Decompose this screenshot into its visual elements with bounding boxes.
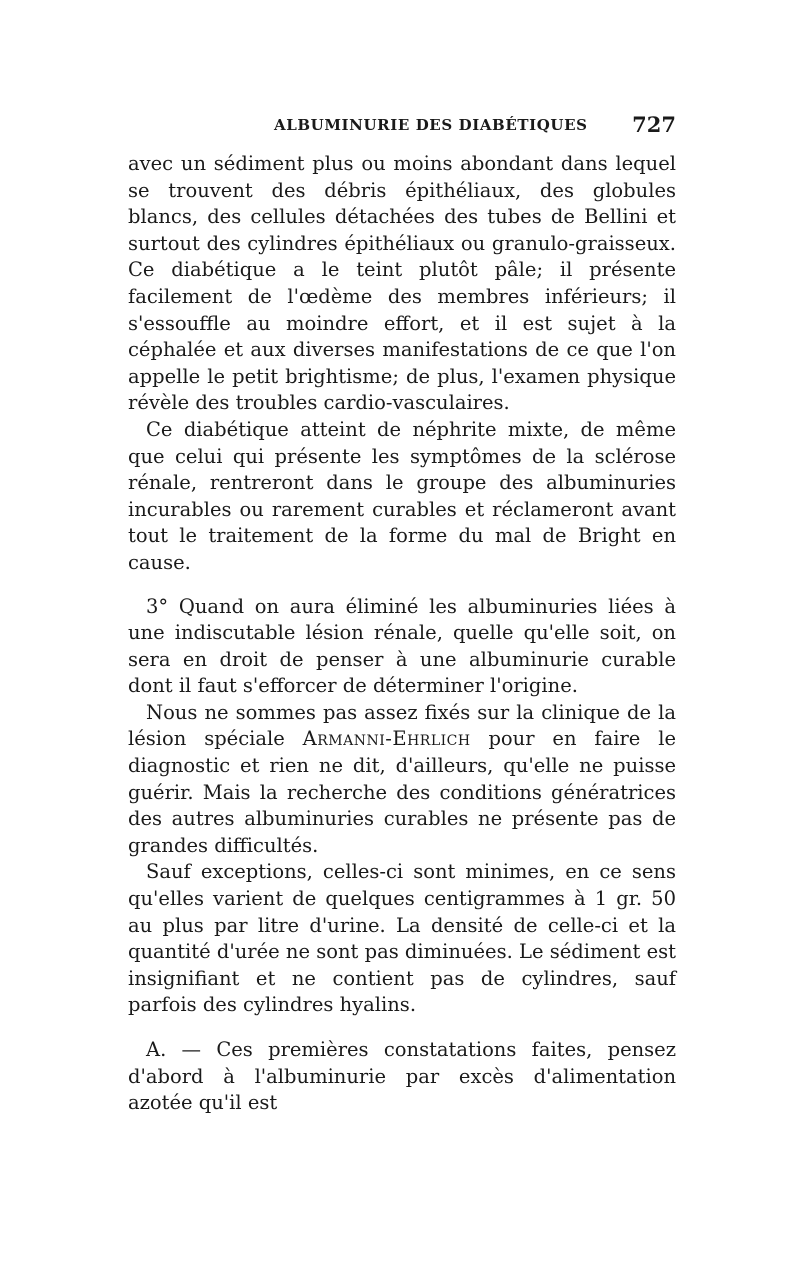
paragraph-4-text-start: Nous ne sommes pas assez fixés sur la clinique de la lésion spéciale [128, 700, 676, 751]
page-header [128, 112, 676, 140]
author-names: Armanni-Ehrlich [302, 727, 471, 751]
paragraph-2: Ce diabétique atteint de néphrite mixte, de même que celui qui présente les symptômes de la sclérose rénale, rentreront dans le groupe des albuminuries incurables ou rarement curables et réclameront avant tout le traitement de la forme du mal de Bright en cause. [128, 417, 676, 574]
running-title: ALBUMINURIE DES DIABÉTIQUES [274, 116, 588, 134]
body-text [128, 151, 676, 1117]
paragraph-5: Sauf exceptions, celles-ci sont minimes, en ce sens qu'elles varient de quelques centigrammes à 1 gr. 50 au plus par litre d'urine. La densité de celle-ci et la quantité d'urée ne sont pas diminuées. Le sédiment est insignifiant et ne contient pas de cylindres, sauf parfois des cylindres hyalins. [128, 860, 676, 1017]
paragraph-4 [128, 700, 676, 860]
paragraph-3: 3° Quand on aura éliminé les albuminuries liées à une indiscutable lésion rénale, quelle qu'elle soit, on sera en droit de penser à une albuminurie curable dont il faut s'efforcer de déterminer l'origine. [128, 594, 676, 698]
paragraph-1: avec un sédiment plus ou moins abondant dans lequel se trouvent des débris épithéliaux, des globules blancs, des cellules détachées des tubes de Bellini et surtout des cylindres épithéliaux ou granulo-graisseux. Ce diabétique a le teint plutôt pâle; il présente facilement de l'œdème des membres inférieurs; il s'essouffle au moindre effort, et il est sujet à la céphalée et aux diverses manifestations de ce que l'on appelle le petit brightisme; de plus, l'examen physique révèle des troubles cardio-vasculaires. [128, 152, 676, 415]
paragraph-4-text-end: pour en faire le diagnostic et rien ne dit, d'ailleurs, qu'elle ne puisse guérir. Mais la recherche des conditions génératrices des autres albuminuries curables ne présente pas de grandes difficultés. [128, 727, 676, 857]
page-number: 727 [632, 112, 676, 137]
paragraph-6: A. — Ces premières constatations faites, pensez d'abord à l'albuminurie par excès d'alimentation azotée qu'il est [128, 1038, 676, 1115]
